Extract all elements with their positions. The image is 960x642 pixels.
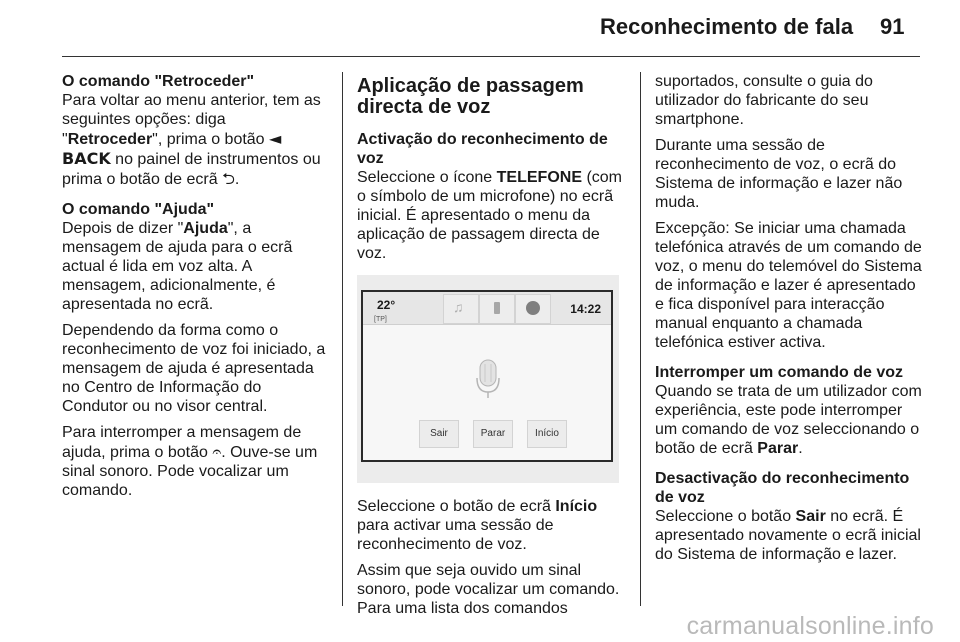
screen-exit-button: Sair bbox=[419, 420, 459, 448]
page-title: Reconhecimento de fala bbox=[600, 14, 854, 39]
heading-deactivation: Desactivação do reconhecimento de voz bbox=[655, 470, 910, 506]
temperature-readout: 22° bbox=[377, 298, 396, 312]
paragraph-supported-commands: suportados, consulte o guia do utilizador do fabricante do seu smartphone. bbox=[655, 73, 873, 128]
phone-icon bbox=[494, 302, 500, 314]
paragraph-select-start: Seleccione o botão de ecrã Início para activar uma sessão de reconhecimento de voz. bbox=[357, 498, 598, 553]
paragraph-deactivation: Seleccione o botão Sair no ecrã. É apresentado novamente o ecrã inicial do Sistema de informação e lazer. bbox=[655, 508, 921, 563]
heading-activation: Activação do reconhecimento de voz bbox=[357, 131, 608, 167]
paragraph-interrupt-help: Para interromper a mensagem de ajuda, prima o botão 𝄐. Ouve-se um sinal sonoro. Pode vocalizar um comando. bbox=[62, 424, 318, 499]
heading-interrupt: Interromper um comando de voz bbox=[655, 364, 904, 381]
paragraph-interrupt: Quando se trata de um utilizador com experiência, este pode interromper um comando de voz seleccionando o botão de ecrã Parar. bbox=[655, 383, 922, 457]
screen-start-button: Início bbox=[527, 420, 567, 448]
column-divider-2 bbox=[640, 72, 641, 606]
clock-readout: 14:22 bbox=[570, 302, 601, 316]
screen-stop-button: Parar bbox=[473, 420, 513, 448]
microphone-icon bbox=[476, 358, 500, 400]
page-number: 91 bbox=[880, 14, 905, 39]
paragraph-exception: Excepção: Se iniciar uma chamada telefónica através de um comando de voz, o menu do telemóvel do Sistema de informação e lazer é apresentado e fica disponível para interacção manual enquanto a chamada telefónica estiver activa. bbox=[655, 220, 922, 351]
record-tab bbox=[515, 294, 551, 324]
phone-tab bbox=[479, 294, 515, 324]
paragraph-screen-unchanged: Durante uma sessão de reconhecimento de voz, o ecrã do Sistema de informação e lazer não muda. bbox=[655, 137, 903, 211]
tp-indicator: [TP] bbox=[374, 316, 387, 323]
heading-help-command: O comando "Ajuda" bbox=[62, 201, 215, 218]
column-2 bbox=[357, 72, 627, 625]
column-1 bbox=[62, 72, 327, 507]
screen-top-bar bbox=[363, 292, 611, 325]
paragraph-help-command: Depois de dizer "Ajuda", a mensagem de ajuda para o ecrã actual é lida em voz alta. A mensagem, adicionalmente, é apresentada no ecrã. bbox=[62, 220, 293, 313]
music-tab bbox=[443, 294, 479, 324]
circle-icon bbox=[526, 301, 540, 315]
footer-watermark: carmanualsonline.info bbox=[686, 612, 934, 640]
column-divider-1 bbox=[342, 72, 343, 606]
paragraph-beep: Assim que seja ouvido um sinal sonoro, pode vocalizar um comando. Para uma lista dos comandos bbox=[357, 562, 620, 617]
paragraph-activation: Seleccione o ícone TELEFONE (com o símbolo de um microfone) no ecrã inicial. É apresentado o menu da aplicação de passagem directa de voz. bbox=[357, 169, 622, 262]
section-title-voice-passthrough: Aplicação de passagem directa de voz bbox=[357, 75, 584, 118]
infotainment-screen bbox=[361, 290, 613, 462]
paragraph-back-command: Para voltar ao menu anterior, tem as seguintes opções: diga "Retroceder", prima o botão ◄ BACK no painel de instrumentos ou prima o botão de ecrã ⮌. bbox=[62, 92, 321, 188]
screen-illustration bbox=[357, 275, 619, 483]
heading-back-command: O comando "Retroceder" bbox=[62, 73, 255, 90]
voice-button-icon: 𝄐 bbox=[212, 442, 222, 461]
paragraph-help-display: Dependendo da forma como o reconhecimento de voz foi iniciado, a mensagem de ajuda é apresentada no Centro de Informação do Condutor ou no visor central. bbox=[62, 322, 326, 415]
back-button-label: ◄ BACK bbox=[62, 129, 282, 168]
return-icon: ⮌ bbox=[222, 169, 235, 188]
column-3 bbox=[655, 72, 923, 571]
music-note-icon: ♫ bbox=[453, 299, 464, 315]
header-divider bbox=[62, 56, 920, 57]
